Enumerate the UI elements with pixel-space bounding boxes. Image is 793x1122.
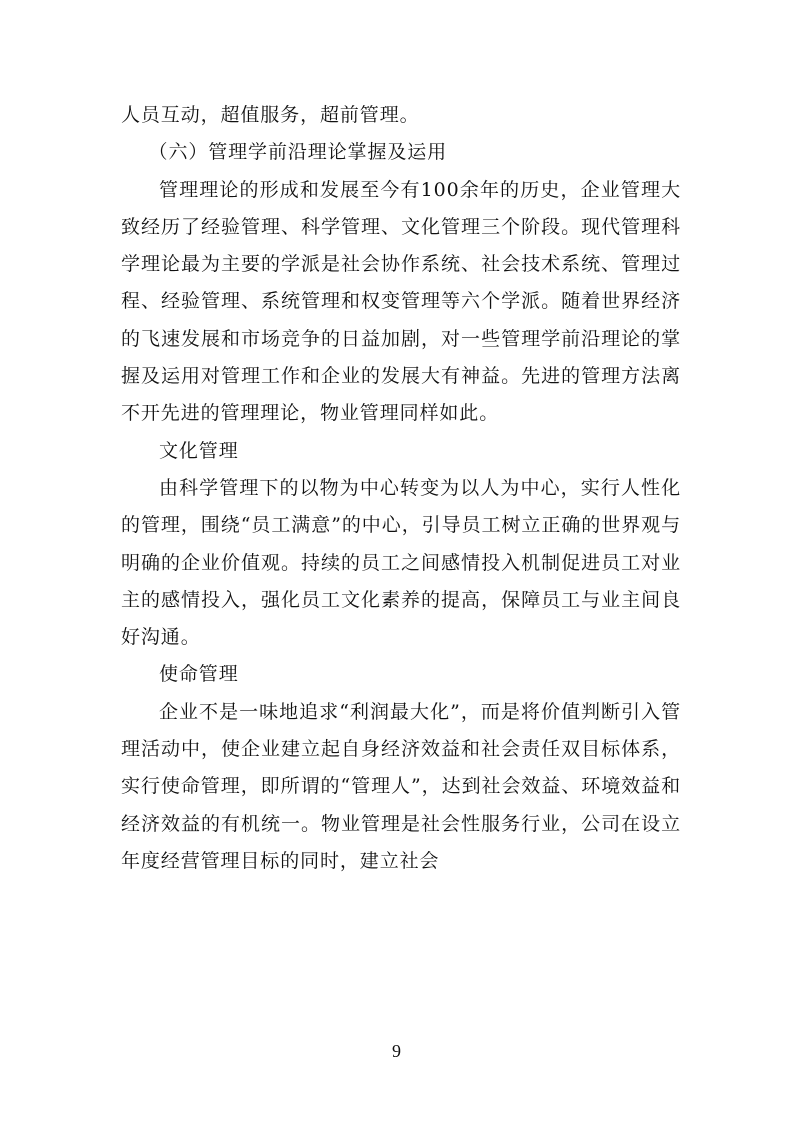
section-heading: （六）管理学前沿理论掌握及运用 <box>148 141 448 164</box>
subsection-heading-mission: 使命管理 <box>159 663 239 686</box>
page-number: 9 <box>392 1041 401 1061</box>
subsection-paragraph-culture: 由科学管理下的以物为中心转变为以人为中心，实行人性化的管理，围绕“员工满意”的中心，引导员工树立正确的世界观与明确的企业价值观。持续的员工之间感情投入机制促进员工对业主的感情投入，强化员工文化素养的提高，保障员工与业主间良好沟通。 <box>121 476 681 649</box>
subsection-paragraph-mission: 企业不是一味地追求“利润最大化”，而是将价值判断引入管理活动中，使企业建立起自身经济效益和社会责任双目标体系，实行使命管理，即所谓的“管理人”，达到社会效益、环境效益和经济效益的有机统一。物业管理是社会性服务行业，公司在设立年度经营管理目标的同时，建立社会 <box>121 700 681 872</box>
page-body <box>121 97 681 880</box>
section-paragraph: 管理理论的形成和发展至今有100余年的历史，企业管理大致经历了经验管理、科学管理、文化管理三个阶段。现代管理科学理论最为主要的学派是社会协作系统、社会技术系统、管理过程、经验管理、系统管理和权变管理等六个学派。随着世界经济的飞速发展和市场竞争的日益加剧，对一些管理学前沿理论的掌握及运用对管理工作和企业的发展大有神益。先进的管理方法离不开先进的管理理论，物业管理同样如此。 <box>121 178 681 425</box>
subsection-heading-culture: 文化管理 <box>159 439 239 462</box>
continuation-paragraph: 人员互动，超值服务，超前管理。 <box>121 104 420 126</box>
